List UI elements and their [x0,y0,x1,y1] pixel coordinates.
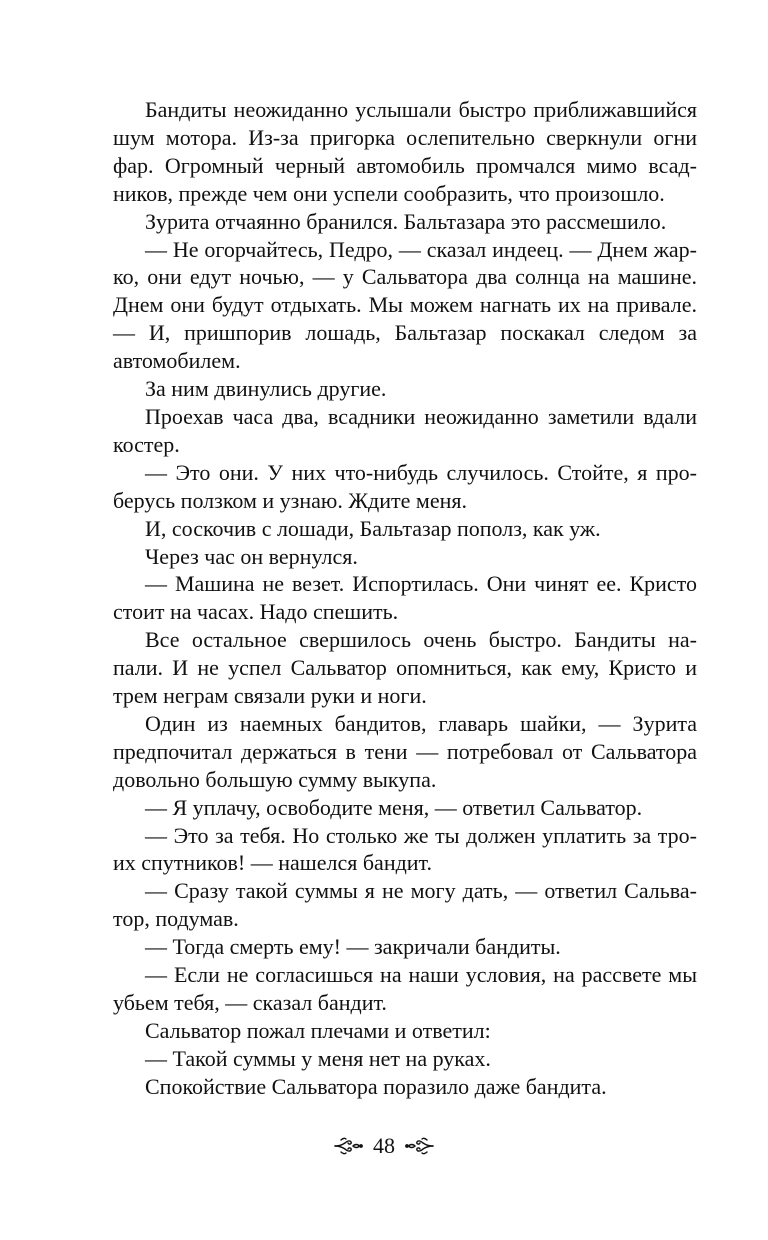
paragraph: — Такой суммы у меня нет на руках. [145,1045,491,1071]
paragraph: — Не огорчайтесь, Педро, — сказал индеец. — Днем жарко, они едут ночью, — у Сальватора два солнца на машине. Днем они будут отдыхать. Мы можем нагнать их на привале. — И, пришпорив лошадь, Бальтазар поскакал следом за автомобилем. [113,236,697,374]
paragraph: — Сразу такой суммы я не могу дать, — ответил Сальватор, подумав. [113,878,697,932]
flourish-left-icon [333,1135,363,1157]
paragraph: — Это за тебя. Но столько же ты должен уплатить за троих спутников! — нашелся бандит. [113,822,697,876]
paragraph: Все остальное свершилось очень быстро. Бандиты напали. И не успел Сальватор опомниться, как ему, Кристо и трем неграм связали руки и ноги. [113,627,697,709]
paragraph: И, соскочив с лошади, Бальтазар пополз, как уж. [145,515,601,541]
paragraph: Зурита отчаянно бранился. Бальтазара это рассмешило. [145,208,667,234]
paragraph: Один из наемных бандитов, главарь шайки, — Зурита предпочитал держаться в тени — потребовал от Сальватора довольно большую сумму выкупа. [113,710,697,792]
paragraph: За ним двинулись другие. [145,376,387,402]
page-text [113,96,697,1101]
page-footer [0,1129,768,1163]
paragraph: Спокойствие Сальватора поразило даже бандита. [145,1073,607,1099]
paragraph: — Это они. У них что-нибудь случилось. Стойте, я проберусь ползком и узнаю. Ждите меня. [113,459,697,513]
paragraph: — Я уплачу, освободите меня, — ответил Сальватор. [145,794,643,820]
paragraph: — Тогда смерть ему! — закричали бандиты. [145,934,561,960]
paragraph: — Машина не везет. Испортилась. Они чинят ее. Кристо стоит на часах. Надо спешить. [113,571,697,625]
paragraph: Бандиты неожиданно услышали быстро приближавшийся шум мотора. Из-за пригорка ослепительно сверкнули огни фар. Огромный черный автомобиль промчался мимо всадников, прежде чем они успели сообразить, что произошло. [113,97,697,206]
paragraph: Сальватор пожал плечами и ответил: [145,1017,491,1043]
paragraph: — Если не согласишься на наши условия, на рассвете мы убьем тебя, — сказал бандит. [113,962,697,1015]
paragraph: Проехав часа два, всадники неожиданно заметили вдали костер. [113,403,697,457]
paragraph: Через час он вернулся. [145,543,358,569]
page-number: 48 [373,1133,395,1158]
flourish-right-icon [405,1135,435,1157]
